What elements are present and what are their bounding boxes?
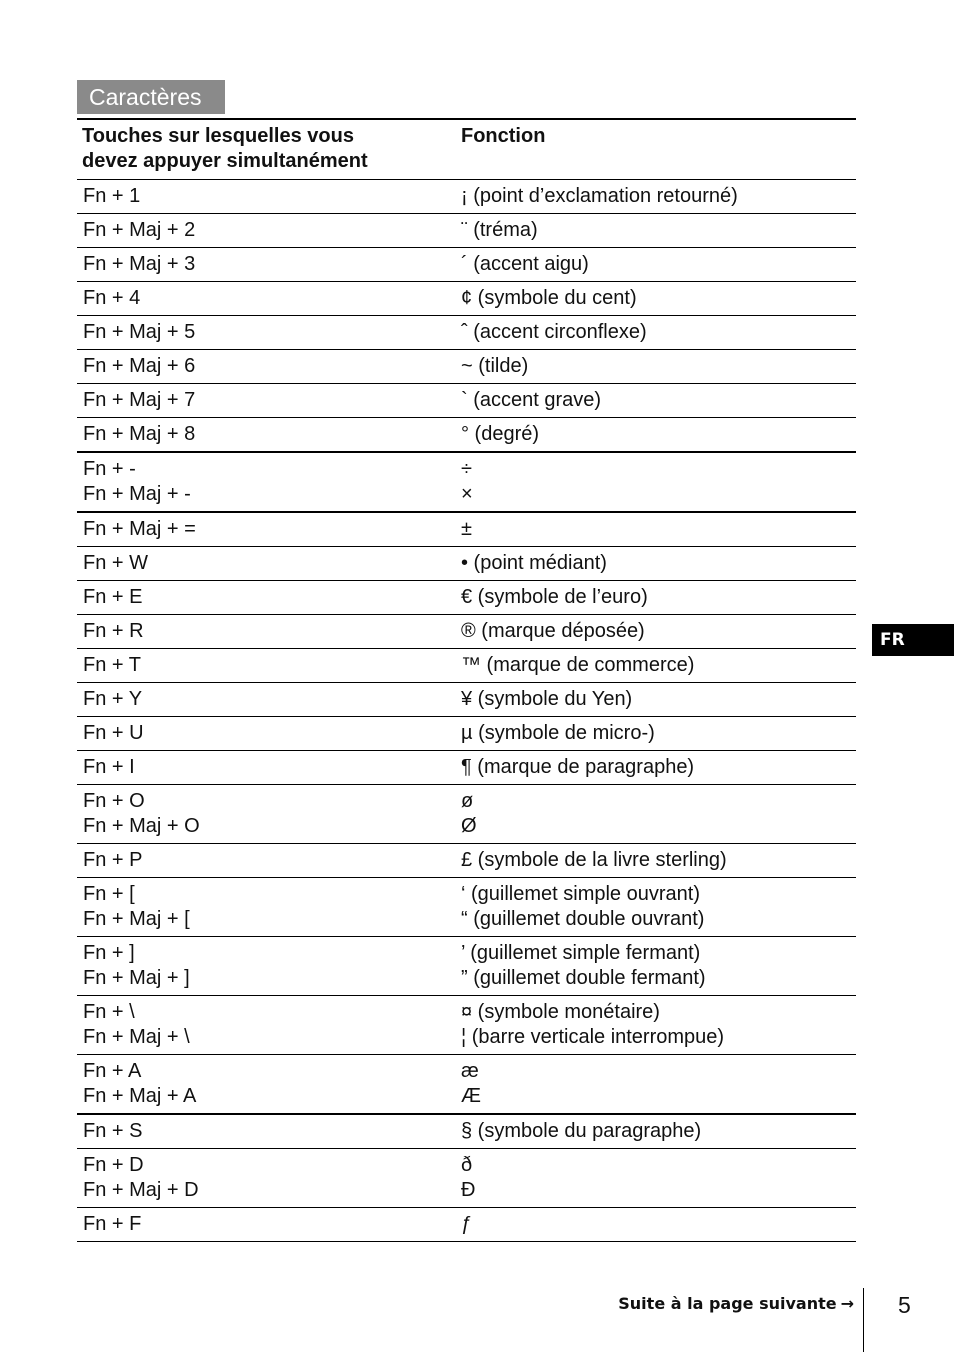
- key-combination: Fn + ]: [83, 942, 135, 964]
- function-description: Ð: [461, 1178, 476, 1201]
- key-combination: Fn + 4: [83, 287, 141, 309]
- function-cell: [455, 751, 856, 785]
- key-combination: Fn + -: [83, 458, 136, 480]
- arrow-right-icon: →: [840, 1294, 854, 1313]
- key-combination-cell: [77, 717, 455, 751]
- function-description: ƒ: [461, 1213, 473, 1235]
- function-cell: [455, 581, 856, 615]
- key-combination-cell: [77, 996, 455, 1055]
- table-row: [77, 452, 856, 512]
- function-cell: [455, 1114, 856, 1149]
- function-description: ˆ (accent circonflexe): [461, 321, 647, 343]
- column-header-keys-line-1: Touches sur lesquelles vous: [82, 125, 354, 147]
- function-cell: [455, 350, 856, 384]
- key-combination: Fn + O: [83, 790, 145, 812]
- key-combination-cell: [77, 683, 455, 717]
- key-combination-table: [77, 118, 856, 1242]
- function-cell: [455, 683, 856, 717]
- key-combination: Fn + I: [83, 756, 135, 778]
- table-row: [77, 996, 856, 1055]
- key-combination: Fn + F: [83, 1213, 142, 1235]
- table-row: [77, 248, 856, 282]
- function-description: ” (guillemet double fermant): [461, 966, 706, 989]
- function-description: ¶ (marque de paragraphe): [461, 756, 695, 778]
- function-description: ` (accent grave): [461, 389, 602, 411]
- key-combination: Fn + T: [83, 654, 141, 676]
- column-header-function: [455, 119, 856, 180]
- table-row: [77, 1055, 856, 1115]
- key-combination-cell: [77, 937, 455, 996]
- key-combination-cell: [77, 350, 455, 384]
- function-cell: [455, 316, 856, 350]
- function-description: æ: [461, 1060, 479, 1082]
- function-description: ð: [461, 1154, 473, 1176]
- function-cell: [455, 248, 856, 282]
- table-row: [77, 878, 856, 937]
- key-combination-cell: [77, 418, 455, 453]
- key-combination: Fn + Maj + =: [83, 518, 196, 540]
- key-combination: Fn + Maj + [: [83, 907, 190, 930]
- function-cell: [455, 996, 856, 1055]
- key-combination-cell: [77, 878, 455, 937]
- function-cell: [455, 282, 856, 316]
- key-combination-cell: [77, 547, 455, 581]
- function-description: ¢ (symbole du cent): [461, 287, 637, 309]
- page-number: 5: [898, 1292, 911, 1318]
- table-row: [77, 1149, 856, 1208]
- function-description: ™ (marque de commerce): [461, 654, 695, 676]
- function-cell: [455, 1055, 856, 1115]
- function-cell: [455, 418, 856, 453]
- function-cell: [455, 615, 856, 649]
- key-combination: Fn + \: [83, 1001, 135, 1023]
- continued-text: Suite à la page suivante: [618, 1294, 837, 1313]
- table-row: [77, 717, 856, 751]
- key-combination-cell: [77, 214, 455, 248]
- function-description: ±: [461, 518, 472, 540]
- key-combination: Fn + E: [83, 586, 143, 608]
- key-combination-cell: [77, 248, 455, 282]
- key-combination: Fn + Maj + \: [83, 1025, 190, 1048]
- function-description: ø: [461, 790, 474, 812]
- key-combination: Fn + Maj + ]: [83, 966, 190, 989]
- table-row: [77, 180, 856, 214]
- table-row: [77, 418, 856, 453]
- function-cell: [455, 785, 856, 844]
- key-combination-cell: [77, 649, 455, 683]
- table-row: [77, 785, 856, 844]
- function-cell: [455, 384, 856, 418]
- key-combination: Fn + Maj + O: [83, 814, 200, 837]
- key-combination: Fn + Maj + A: [83, 1084, 197, 1107]
- key-combination-cell: [77, 316, 455, 350]
- key-combination: Fn + Maj + 5: [83, 321, 196, 343]
- function-description: Æ: [461, 1084, 481, 1107]
- key-combination-cell: [77, 452, 455, 512]
- function-cell: [455, 1149, 856, 1208]
- function-description: Ø: [461, 814, 477, 837]
- function-description: ‘ (guillemet simple ouvrant): [461, 883, 700, 905]
- key-combination-cell: [77, 282, 455, 316]
- function-description: ¨ (tréma): [461, 219, 538, 241]
- key-combination-cell: [77, 751, 455, 785]
- table-row: [77, 683, 856, 717]
- function-description: ×: [461, 482, 473, 505]
- function-description: ~ (tilde): [461, 355, 529, 377]
- table-row: [77, 384, 856, 418]
- function-description: ’ (guillemet simple fermant): [461, 942, 701, 964]
- key-combination-cell: [77, 581, 455, 615]
- key-combination: Fn + Maj + 6: [83, 355, 196, 377]
- function-cell: [455, 214, 856, 248]
- continued-note: [560, 1292, 854, 1316]
- section-title: Caractères: [77, 80, 225, 114]
- column-header-keys-line-2: devez appuyer simultanément: [82, 150, 368, 172]
- function-description: € (symbole de l’euro): [461, 586, 648, 608]
- key-combination-cell: [77, 180, 455, 214]
- key-combination: Fn + R: [83, 620, 144, 642]
- key-combination: Fn + D: [83, 1154, 144, 1176]
- key-combination: Fn + A: [83, 1060, 142, 1082]
- table-row: [77, 282, 856, 316]
- key-combination: Fn + Maj + 3: [83, 253, 196, 275]
- table-row: [77, 1114, 856, 1149]
- function-cell: [455, 512, 856, 547]
- footer-divider: [863, 1288, 864, 1352]
- key-combination-cell: [77, 844, 455, 878]
- table-row: [77, 350, 856, 384]
- function-cell: [455, 937, 856, 996]
- table-row: [77, 937, 856, 996]
- key-combination: Fn + Maj + -: [83, 482, 191, 505]
- key-combination-cell: [77, 1055, 455, 1115]
- key-combination: Fn + W: [83, 552, 149, 574]
- function-description: £ (symbole de la livre sterling): [461, 849, 727, 871]
- table-header-row: [77, 119, 856, 180]
- table-row: [77, 214, 856, 248]
- table-row: [77, 844, 856, 878]
- key-combination: Fn + U: [83, 722, 144, 744]
- table-row: [77, 649, 856, 683]
- key-combination-cell: [77, 1114, 455, 1149]
- function-description: µ (symbole de micro-): [461, 722, 655, 744]
- function-cell: [455, 844, 856, 878]
- function-description: § (symbole du paragraphe): [461, 1120, 702, 1142]
- key-combination: Fn + S: [83, 1120, 143, 1142]
- function-description: • (point médiant): [461, 552, 607, 574]
- key-combination-cell: [77, 512, 455, 547]
- function-cell: [455, 878, 856, 937]
- function-description: ¥ (symbole du Yen): [461, 688, 633, 710]
- function-description: ÷: [461, 458, 472, 480]
- function-cell: [455, 547, 856, 581]
- key-combination: Fn + Maj + 8: [83, 423, 196, 445]
- key-combination: Fn + Maj + 7: [83, 389, 196, 411]
- function-cell: [455, 452, 856, 512]
- key-combination: Fn + Maj + D: [83, 1178, 199, 1201]
- function-description: ´ (accent aigu): [461, 253, 589, 275]
- function-cell: [455, 649, 856, 683]
- key-combination-cell: [77, 1208, 455, 1242]
- function-description: ¡ (point d’exclamation retourné): [461, 185, 738, 207]
- table-row: [77, 547, 856, 581]
- table-row: [77, 615, 856, 649]
- function-description: ° (degré): [461, 423, 540, 445]
- key-combination: Fn + [: [83, 883, 135, 905]
- table-row: [77, 751, 856, 785]
- key-combination-cell: [77, 384, 455, 418]
- key-combination-cell: [77, 1149, 455, 1208]
- table-row: [77, 316, 856, 350]
- function-description: “ (guillemet double ouvrant): [461, 907, 705, 930]
- key-combination: Fn + P: [83, 849, 143, 871]
- function-cell: [455, 180, 856, 214]
- function-description: ¦ (barre verticale interrompue): [461, 1025, 725, 1048]
- key-combination: Fn + 1: [83, 185, 141, 207]
- key-combination: Fn + Y: [83, 688, 143, 710]
- function-cell: [455, 1208, 856, 1242]
- column-header-function-line-1: Fonction: [461, 125, 546, 147]
- column-header-keys: [77, 119, 455, 180]
- function-description: ® (marque déposée): [461, 620, 645, 642]
- key-combination-cell: [77, 785, 455, 844]
- function-cell: [455, 717, 856, 751]
- language-tab: FR: [872, 624, 954, 656]
- table-row: [77, 512, 856, 547]
- function-description: ¤ (symbole monétaire): [461, 1001, 660, 1023]
- key-combination: Fn + Maj + 2: [83, 219, 196, 241]
- table-body: [77, 180, 856, 1242]
- table-row: [77, 1208, 856, 1242]
- table-row: [77, 581, 856, 615]
- key-combination-cell: [77, 615, 455, 649]
